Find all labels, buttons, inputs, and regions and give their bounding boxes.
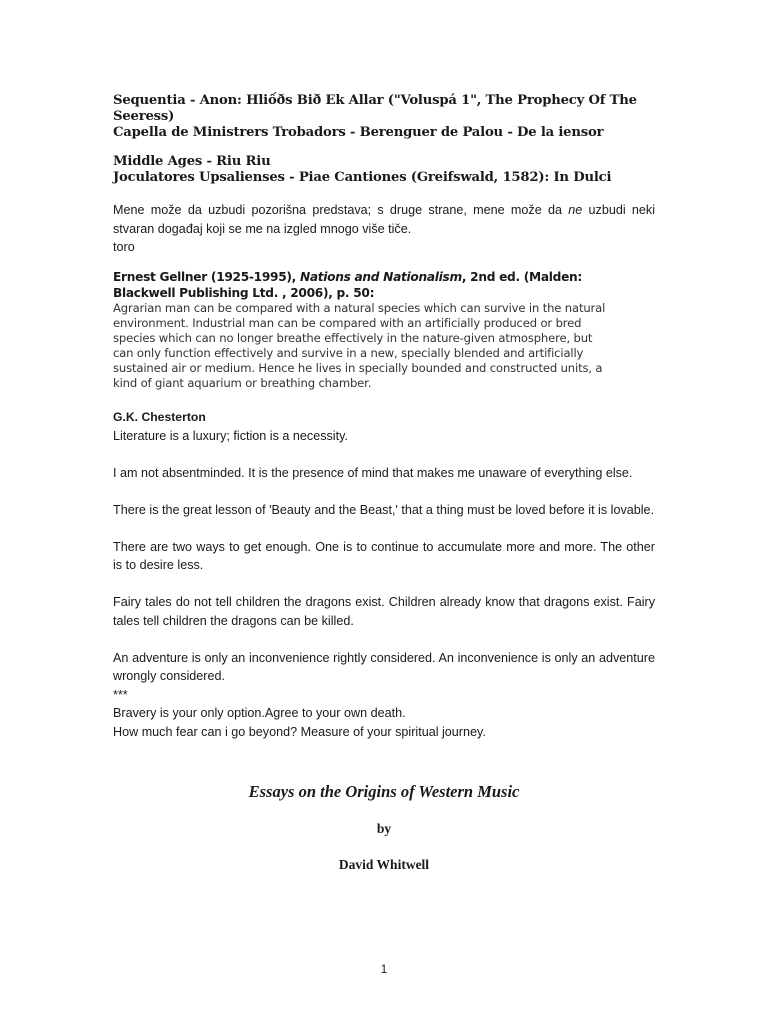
music-entry: Joculatores Upsalienses - Piae Cantiones (Greifswald, 1582): In Dulci xyxy=(113,170,612,185)
extra-line: Bravery is your only option.Agree to your own death. xyxy=(113,706,406,720)
chesterton-quote: Literature is a luxury; fiction is a necessity. xyxy=(113,428,348,443)
music-entry: Sequentia - Anon: Hliốðs Bið Ek Allar ("Voluspá 1", The Prophecy Of The Seeress) xyxy=(113,93,637,124)
page-number: 1 xyxy=(380,962,388,976)
essay-by: by xyxy=(376,821,392,836)
gellner-quote xyxy=(113,270,613,391)
essay-title: Essays on the Origins of Western Music xyxy=(248,782,520,801)
music-entry: Capella de Ministrers Trobadors - Berenguer de Palou - De la iensor xyxy=(113,125,604,140)
serbian-quote-author: toro xyxy=(113,240,135,254)
separator: *** xyxy=(113,687,128,702)
chesterton-quote: There is the great lesson of 'Beauty and the Beast,' that a thing must be loved before it is lovable. xyxy=(113,502,655,517)
music-list xyxy=(113,93,673,186)
serbian-quote-text: Mene može da uzbudi pozorišna predstava; s druge strane, mene može da ne uzbudi neki stvaran događaj koji se me na izgled mnogo više tiče. xyxy=(113,203,655,236)
chesterton-section xyxy=(113,408,655,741)
gellner-quote-text: Agrarian man can be compared with a natural species which can survive in the natural environment. Industrial man can be compared with an artificially produced or bred species which can no longer breathe effectively in the nature-given atmosphere, but can only function effectively and survive in a new, specially blended and artificially sustained air or medium. Hence he lives in specially bounded and constructed units, a kind of giant aquarium or breathing chamber. xyxy=(113,301,606,390)
chesterton-quote: I am not absentminded. It is the presence of mind that makes me unaware of everything else. xyxy=(113,465,633,480)
chesterton-quote: Fairy tales do not tell children the dragons exist. Children already know that dragons exist. Fairy tales tell children the dragons can be killed. xyxy=(113,595,655,628)
extra-line: How much fear can i go beyond? Measure of your spiritual journey. xyxy=(113,724,486,739)
chesterton-quote: There are two ways to get enough. One is to continue to accumulate more and more. The other is to desire less. xyxy=(113,539,655,572)
essay-author: David Whitwell xyxy=(338,857,430,872)
music-entry: Middle Ages - Riu Riu xyxy=(113,154,271,169)
gellner-citation: Ernest Gellner (1925-1995), Nations and Nationalism, 2nd ed. (Malden: Blackwell Publishing Ltd. , 2006), p. 50: xyxy=(113,270,582,300)
chesterton-heading: G.K. Chesterton xyxy=(113,410,206,424)
chesterton-quote: An adventure is only an inconvenience rightly considered. An inconvenience is only an adventure wrongly considered. xyxy=(113,650,655,683)
serbian-quote xyxy=(113,201,655,257)
